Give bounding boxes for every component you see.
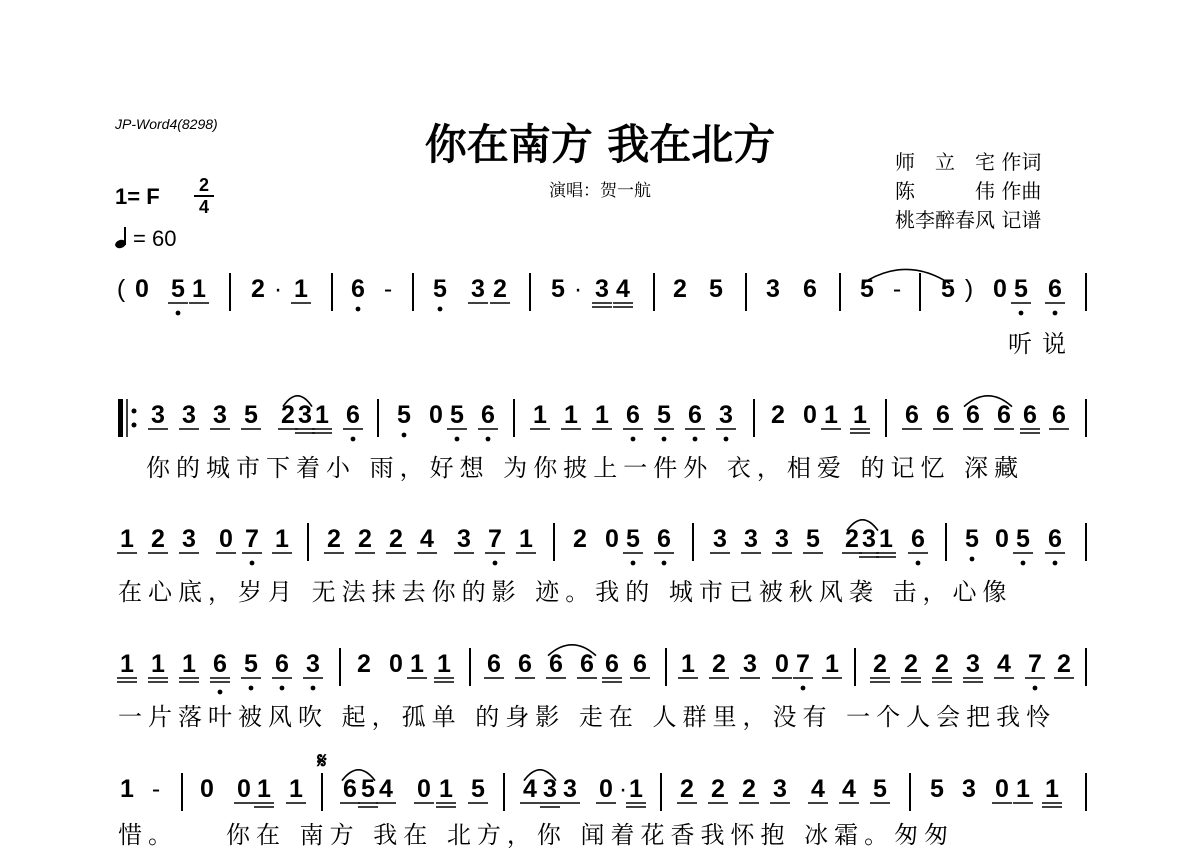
note: 1	[120, 525, 134, 553]
octave-dot	[249, 686, 254, 691]
octave-dot	[356, 307, 361, 312]
octave-dot	[662, 561, 667, 566]
note: 2	[281, 401, 295, 429]
lyrics-line-3: 在心底，岁月 无法抹去你的影 迹。我的 城市已被秋风袭 击，心像	[118, 578, 1013, 606]
lyrics-line-2: 你的城市下着小 雨，好想 为你披上一件外 衣，相爱 的记忆 深藏	[146, 454, 1025, 482]
octave-dot	[438, 307, 443, 312]
note: 6	[657, 525, 671, 553]
note: 2	[935, 650, 949, 678]
note: 1	[120, 775, 134, 803]
octave-dot	[1019, 311, 1024, 316]
note: 7	[245, 525, 259, 553]
score-symbol: ·	[273, 275, 283, 303]
note: 1	[595, 401, 609, 429]
note: 3	[151, 401, 165, 429]
key-signature: 1= F	[115, 184, 160, 209]
note: 2	[327, 525, 341, 553]
score-symbol: -	[383, 275, 393, 303]
note: 3	[595, 275, 609, 303]
note: 5	[244, 401, 258, 429]
octave-dot	[250, 561, 255, 566]
note: 6	[997, 401, 1011, 429]
note: 1	[824, 401, 838, 429]
octave-dot	[662, 437, 667, 442]
octave-dot	[724, 437, 729, 442]
composer-credit: 陈 伟 作曲	[895, 179, 1042, 203]
score-symbol: ·	[573, 275, 583, 303]
segno-sign: 𝄋	[317, 748, 327, 774]
note: 1	[275, 525, 289, 553]
note: 6	[605, 650, 619, 678]
note: 5	[806, 525, 820, 553]
note: 5	[171, 275, 185, 303]
note: 0	[995, 525, 1009, 553]
watermark: JP-Word4(8298)	[115, 116, 218, 132]
note: 4	[811, 775, 825, 803]
score-line-1	[117, 273, 1086, 358]
lyricist-credit: 师 立 宅 作词	[895, 150, 1042, 174]
octave-dot	[486, 437, 491, 442]
note: 1	[289, 775, 303, 803]
octave-dot	[693, 437, 698, 442]
note: 6	[905, 401, 919, 429]
note: 3	[298, 401, 312, 429]
note: 3	[719, 401, 733, 429]
note: 5	[471, 775, 485, 803]
note: 3	[962, 775, 976, 803]
octave-dot	[311, 686, 316, 691]
note: 2	[673, 275, 687, 303]
note: 6	[580, 650, 594, 678]
note: 7	[1028, 650, 1042, 678]
score-symbol: -	[892, 275, 902, 303]
note: 5	[626, 525, 640, 553]
note: 3	[775, 525, 789, 553]
note: 1	[182, 650, 196, 678]
note: 0	[135, 275, 149, 303]
time-signature-bottom: 4	[198, 197, 209, 217]
note: 1	[410, 650, 424, 678]
octave-dot	[1033, 686, 1038, 691]
note: 6	[633, 650, 647, 678]
note: 2	[711, 775, 725, 803]
singer-credit: 演唱：贺一航	[549, 181, 651, 201]
note: 5	[1016, 525, 1030, 553]
octave-dot	[1021, 561, 1026, 566]
octave-dot	[176, 311, 181, 316]
note: 5	[244, 650, 258, 678]
note: 1	[564, 401, 578, 429]
note: 6	[688, 401, 702, 429]
note: 7	[796, 650, 810, 678]
score-symbol: (	[116, 275, 126, 303]
note: 4	[842, 775, 856, 803]
note: 3	[713, 525, 727, 553]
note: 3	[966, 650, 980, 678]
octave-dot	[970, 557, 975, 562]
note: 5	[860, 275, 874, 303]
note: 4	[997, 650, 1011, 678]
note: 3	[744, 525, 758, 553]
note: 2	[845, 525, 859, 553]
note: 3	[563, 775, 577, 803]
note: 7	[488, 525, 502, 553]
octave-dot	[218, 690, 223, 695]
note: 2	[771, 401, 785, 429]
note: 3	[306, 650, 320, 678]
note: 6	[346, 401, 360, 429]
note: 1	[120, 650, 134, 678]
note: 0	[803, 401, 817, 429]
note: 0	[605, 525, 619, 553]
octave-dot	[801, 686, 806, 691]
lyrics-line-5: 惜。 你在 南方 我在 北方，你 闻着花香我怀抱 冰霜。匆匆	[118, 821, 955, 849]
note: 4	[523, 775, 537, 803]
note: 6	[549, 650, 563, 678]
note: 3	[457, 525, 471, 553]
note: 6	[966, 401, 980, 429]
score-line-5	[118, 773, 1086, 849]
note: 5	[450, 401, 464, 429]
note: 6	[275, 650, 289, 678]
note: 1	[853, 401, 867, 429]
note: 6	[936, 401, 950, 429]
note: 4	[379, 775, 393, 803]
octave-dot	[351, 437, 356, 442]
note: 2	[357, 650, 371, 678]
note: 2	[1057, 650, 1071, 678]
note: 1	[825, 650, 839, 678]
note: 1	[294, 275, 308, 303]
note: 5	[397, 401, 411, 429]
note: 0	[200, 775, 214, 803]
note: 2	[712, 650, 726, 678]
note: 1	[315, 401, 329, 429]
note: 1	[192, 275, 206, 303]
octave-dot	[916, 561, 921, 566]
note: 3	[182, 401, 196, 429]
octave-dot	[1053, 311, 1058, 316]
note: 0	[775, 650, 789, 678]
note: 2	[573, 525, 587, 553]
note: 0	[993, 275, 1007, 303]
note: 6	[803, 275, 817, 303]
note: 6	[1023, 401, 1037, 429]
octave-dot	[631, 561, 636, 566]
note: 1	[879, 525, 893, 553]
transcriber-credit: 桃李醉春风 记谱	[895, 208, 1042, 232]
octave-dot	[280, 686, 285, 691]
lyrics-line-1: 听说	[1008, 330, 1076, 358]
score-lines	[117, 269, 1086, 849]
repeat-start-sign	[118, 399, 137, 437]
octave-dot	[1053, 561, 1058, 566]
note: 3	[213, 401, 227, 429]
note: 5	[1014, 275, 1028, 303]
score-symbol: -	[151, 775, 161, 803]
note: 2	[680, 775, 694, 803]
score-symbol: )	[964, 275, 974, 303]
note: 2	[493, 275, 507, 303]
note: 2	[742, 775, 756, 803]
note: 1	[257, 775, 271, 803]
note: 6	[626, 401, 640, 429]
note: 4	[420, 525, 434, 553]
note: 5	[873, 775, 887, 803]
note: 2	[389, 525, 403, 553]
note: 2	[151, 525, 165, 553]
song-title: 你在南方 我在北方	[424, 120, 776, 169]
note: 5	[965, 525, 979, 553]
note: 1	[629, 775, 643, 803]
note: 0	[219, 525, 233, 553]
score-symbol: ·	[618, 775, 628, 803]
score-line-2	[118, 399, 1086, 482]
lyrics-line-4: 一片落叶被风吹 起，孤单 的身影 走在 人群里，没有 一个人会把我怜	[118, 703, 1057, 731]
note: 5	[657, 401, 671, 429]
time-signature-top: 2	[198, 175, 209, 195]
note: 6	[1048, 525, 1062, 553]
note: 1	[681, 650, 695, 678]
note: 1	[151, 650, 165, 678]
note: 0	[995, 775, 1009, 803]
note: 0	[237, 775, 251, 803]
note: 2	[251, 275, 265, 303]
octave-dot	[631, 437, 636, 442]
note: 3	[543, 775, 557, 803]
note: 4	[616, 275, 630, 303]
tempo-value: = 60	[133, 226, 177, 251]
octave-dot	[402, 433, 407, 438]
note: 3	[862, 525, 876, 553]
slur	[862, 269, 950, 283]
note: 5	[930, 775, 944, 803]
note: 6	[1052, 401, 1066, 429]
note: 0	[417, 775, 431, 803]
note: 5	[433, 275, 447, 303]
note: 2	[873, 650, 887, 678]
note: 0	[389, 650, 403, 678]
note: 5	[941, 275, 955, 303]
note: 1	[1045, 775, 1059, 803]
note: 3	[182, 525, 196, 553]
note: 6	[351, 275, 365, 303]
octave-dot	[455, 437, 460, 442]
note: 3	[743, 650, 757, 678]
note: 1	[533, 401, 547, 429]
note: 6	[911, 525, 925, 553]
note: 2	[358, 525, 372, 553]
note: 6	[481, 401, 495, 429]
note: 1	[439, 775, 453, 803]
note: 1	[1016, 775, 1030, 803]
note: 0	[599, 775, 613, 803]
note: 6	[343, 775, 357, 803]
score-line-4	[117, 648, 1086, 731]
note: 5	[361, 775, 375, 803]
note: 6	[1048, 275, 1062, 303]
note: 0	[429, 401, 443, 429]
note: 3	[766, 275, 780, 303]
note: 6	[518, 650, 532, 678]
octave-dot	[493, 561, 498, 566]
score-line-3	[117, 523, 1086, 606]
note: 3	[471, 275, 485, 303]
note: 5	[709, 275, 723, 303]
note: 5	[551, 275, 565, 303]
note: 3	[773, 775, 787, 803]
note: 1	[437, 650, 451, 678]
note: 6	[213, 650, 227, 678]
note: 6	[487, 650, 501, 678]
note: 1	[519, 525, 533, 553]
note: 2	[904, 650, 918, 678]
